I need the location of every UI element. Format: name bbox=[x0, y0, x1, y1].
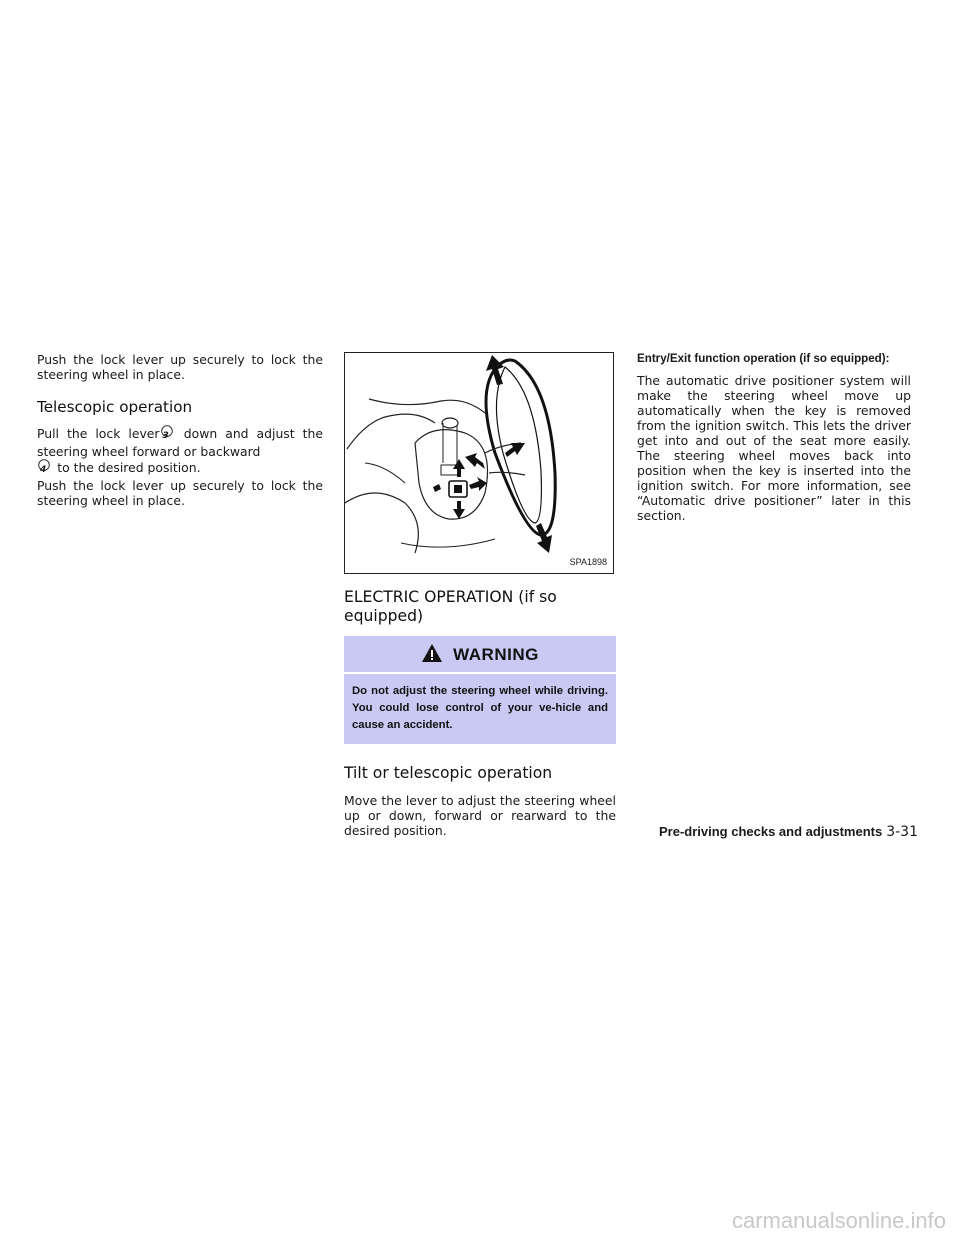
entry-exit-heading: Entry/Exit function operation (if so equipped): bbox=[637, 352, 890, 365]
intro-paragraph: Push the lock lever up securely to lock the steering wheel in place. bbox=[37, 352, 323, 382]
section-title: Pre-driving checks and adjustments bbox=[658, 824, 883, 839]
telescopic-lock-paragraph: Push the lock lever up securely to lock the steering wheel in place. bbox=[37, 478, 323, 508]
warning-header bbox=[344, 636, 616, 674]
telescopic-text-b: down and adjust the steering wheel forward or backward bbox=[37, 426, 323, 459]
callout-3-number: 3 bbox=[162, 431, 169, 441]
middle-column bbox=[344, 352, 616, 838]
telescopic-paragraph bbox=[37, 425, 323, 478]
right-column bbox=[637, 352, 911, 523]
electric-operation-heading: ELECTRIC OPERATION (if so equipped) bbox=[344, 588, 557, 625]
entry-exit-paragraph: The automatic drive positioner system will make the steering wheel move up automatically when the key is removed from the ignition switch. This lets the driver get into and out of the seat more easily. The steering wheel moves back into position when the key is inserted into the ignition switch. For more information, see “Automatic drive positioner” later in this section. bbox=[637, 373, 911, 523]
left-column bbox=[37, 352, 323, 508]
page-number: 3-31 bbox=[886, 824, 918, 840]
telescopic-text-a: Pull the lock lever bbox=[37, 426, 160, 441]
page-footer bbox=[659, 824, 918, 840]
telescopic-heading: Telescopic operation bbox=[37, 398, 193, 416]
warning-title: WARNING bbox=[453, 644, 539, 664]
tilt-telescopic-paragraph: Move the lever to adjust the steering wheel up or down, forward or rearward to the desired position. bbox=[344, 793, 616, 838]
steering-wheel-illustration bbox=[345, 353, 613, 573]
warning-text: Do not adjust the steering wheel while driving. You could lose control of your ve-hicle and cause an accident. bbox=[352, 685, 608, 731]
callout-4-number: 4 bbox=[40, 465, 47, 475]
tilt-telescopic-heading: Tilt or telescopic operation bbox=[344, 764, 553, 782]
watermark: carmanualsonline.info bbox=[731, 1208, 946, 1233]
telescopic-text-c: to the desired position. bbox=[57, 460, 201, 475]
steering-wheel-figure bbox=[344, 352, 614, 574]
figure-code: SPA1898 bbox=[569, 557, 607, 567]
warning-triangle-icon bbox=[421, 643, 443, 666]
warning-box bbox=[344, 636, 616, 744]
